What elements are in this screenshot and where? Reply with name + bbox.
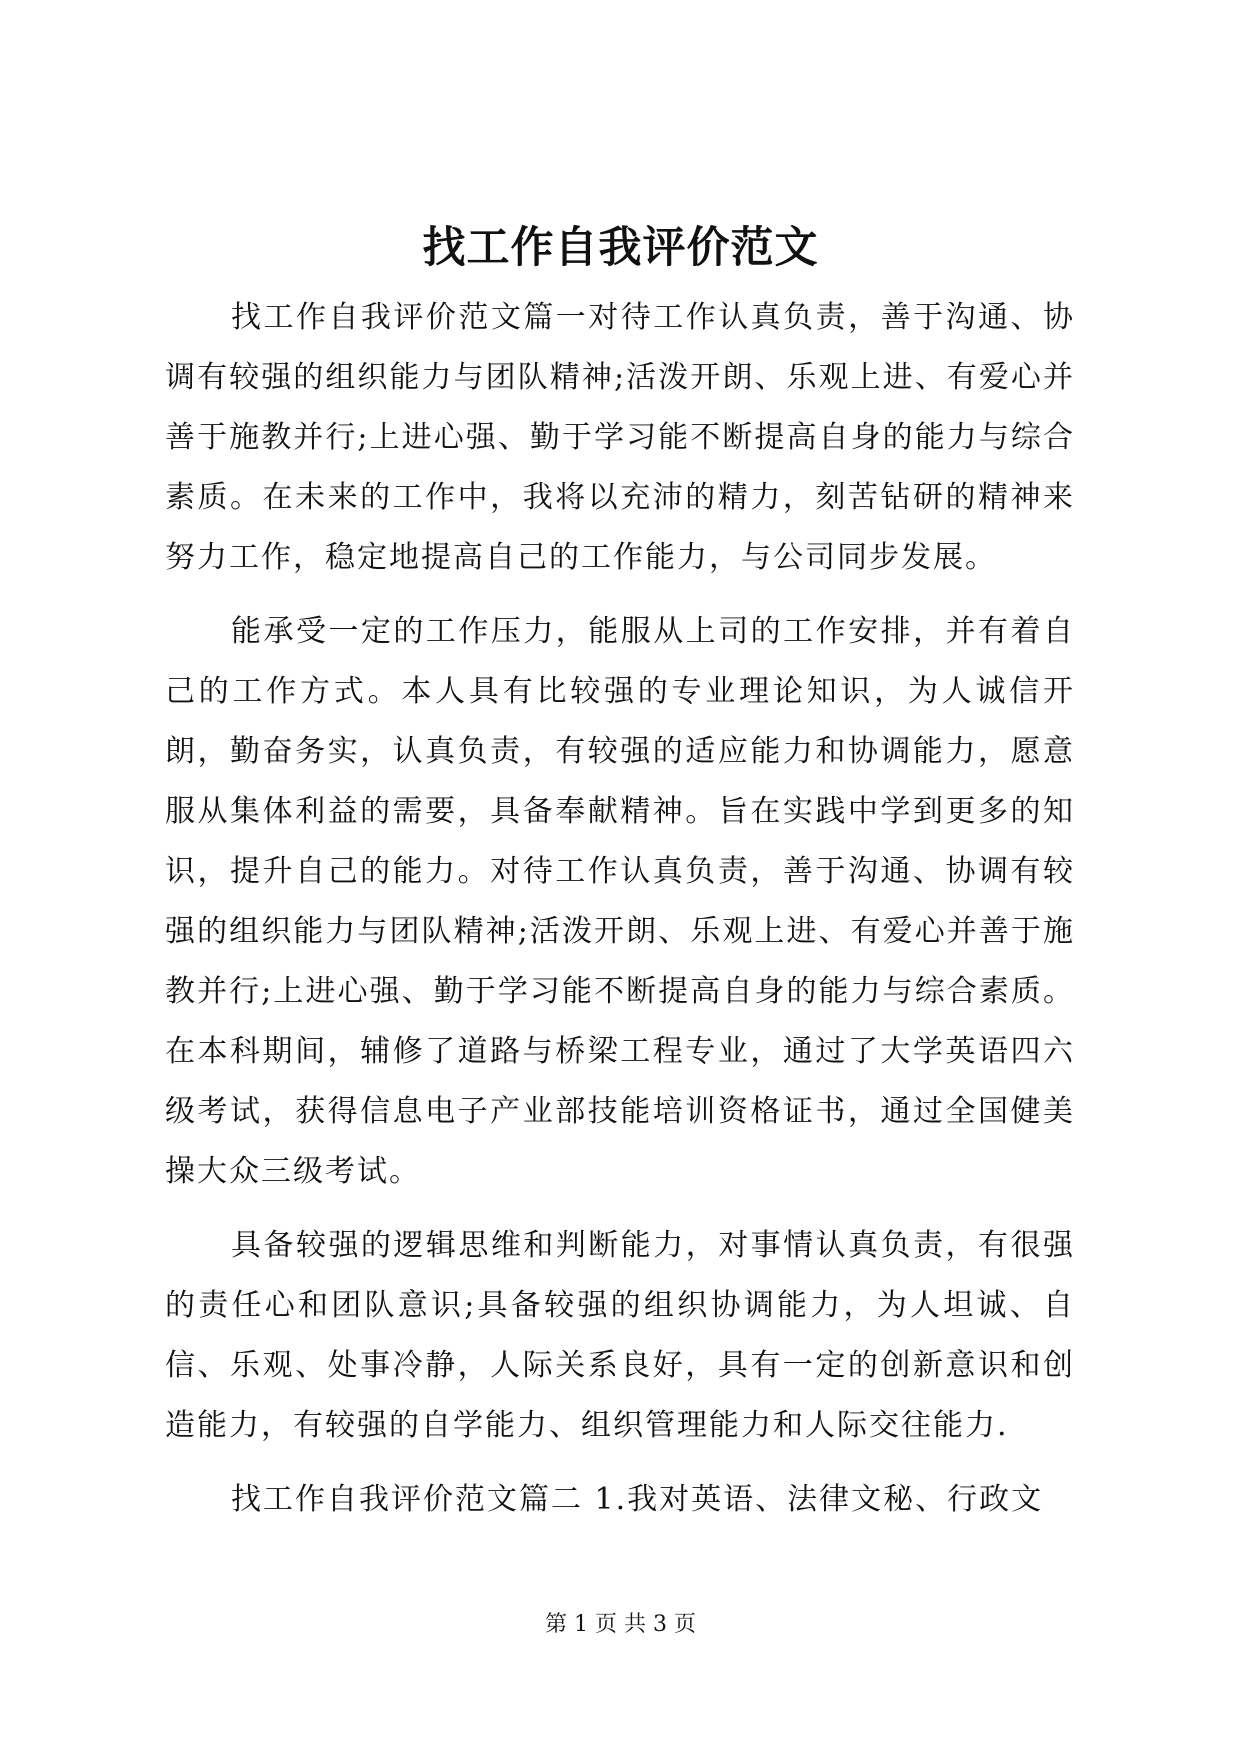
paragraph: 找工作自我评价范文篇二 1.我对英语、法律文秘、行政文	[231, 1482, 1044, 1517]
page-number-footer: 第 1 页 共 3 页	[545, 1612, 696, 1637]
paragraph: 能承受一定的工作压力，能服从上司的工作安排，并有着自己的工作方式。本人具有比较强的专业理论知识，为人诚信开朗，勤奋务实，认真负责，有较强的适应能力和协调能力，愿意服从集体利益的需要，具备奉献精神。旨在实践中学到更多的知识，提升自己的能力。对待工作认真负责，善于沟通、协调有较强的组织能力与团队精神;活泼开朗、乐观上进、有爱心并善于施教并行;上进心强、勤于学习能不断提高自身的能力与综合素质。在本科期间，辅修了道路与桥梁工程专业，通过了大学英语四六级考试，获得信息电子产业部技能培训资格证书，通过全国健美操大众三级考试。	[165, 614, 1075, 1189]
document-body	[165, 288, 1075, 1544]
document-title: 找工作自我评价范文	[422, 223, 819, 273]
paragraph: 具备较强的逻辑思维和判断能力，对事情认真负责，有很强的责任心和团队意识;具备较强的组织协调能力，为人坦诚、自信、乐观、处事冷静，人际关系良好，具有一定的创新意识和创造能力，有较强的自学能力、组织管理能力和人际交往能力.	[165, 1228, 1075, 1443]
paragraph: 找工作自我评价范文篇一对待工作认真负责，善于沟通、协调有较强的组织能力与团队精神;活泼开朗、乐观上进、有爱心并善于施教并行;上进心强、勤于学习能不断提高自身的能力与综合素质。在未来的工作中，我将以充沛的精力，刻苦钻研的精神来努力工作，稳定地提高自己的工作能力，与公司同步发展。	[165, 300, 1075, 575]
